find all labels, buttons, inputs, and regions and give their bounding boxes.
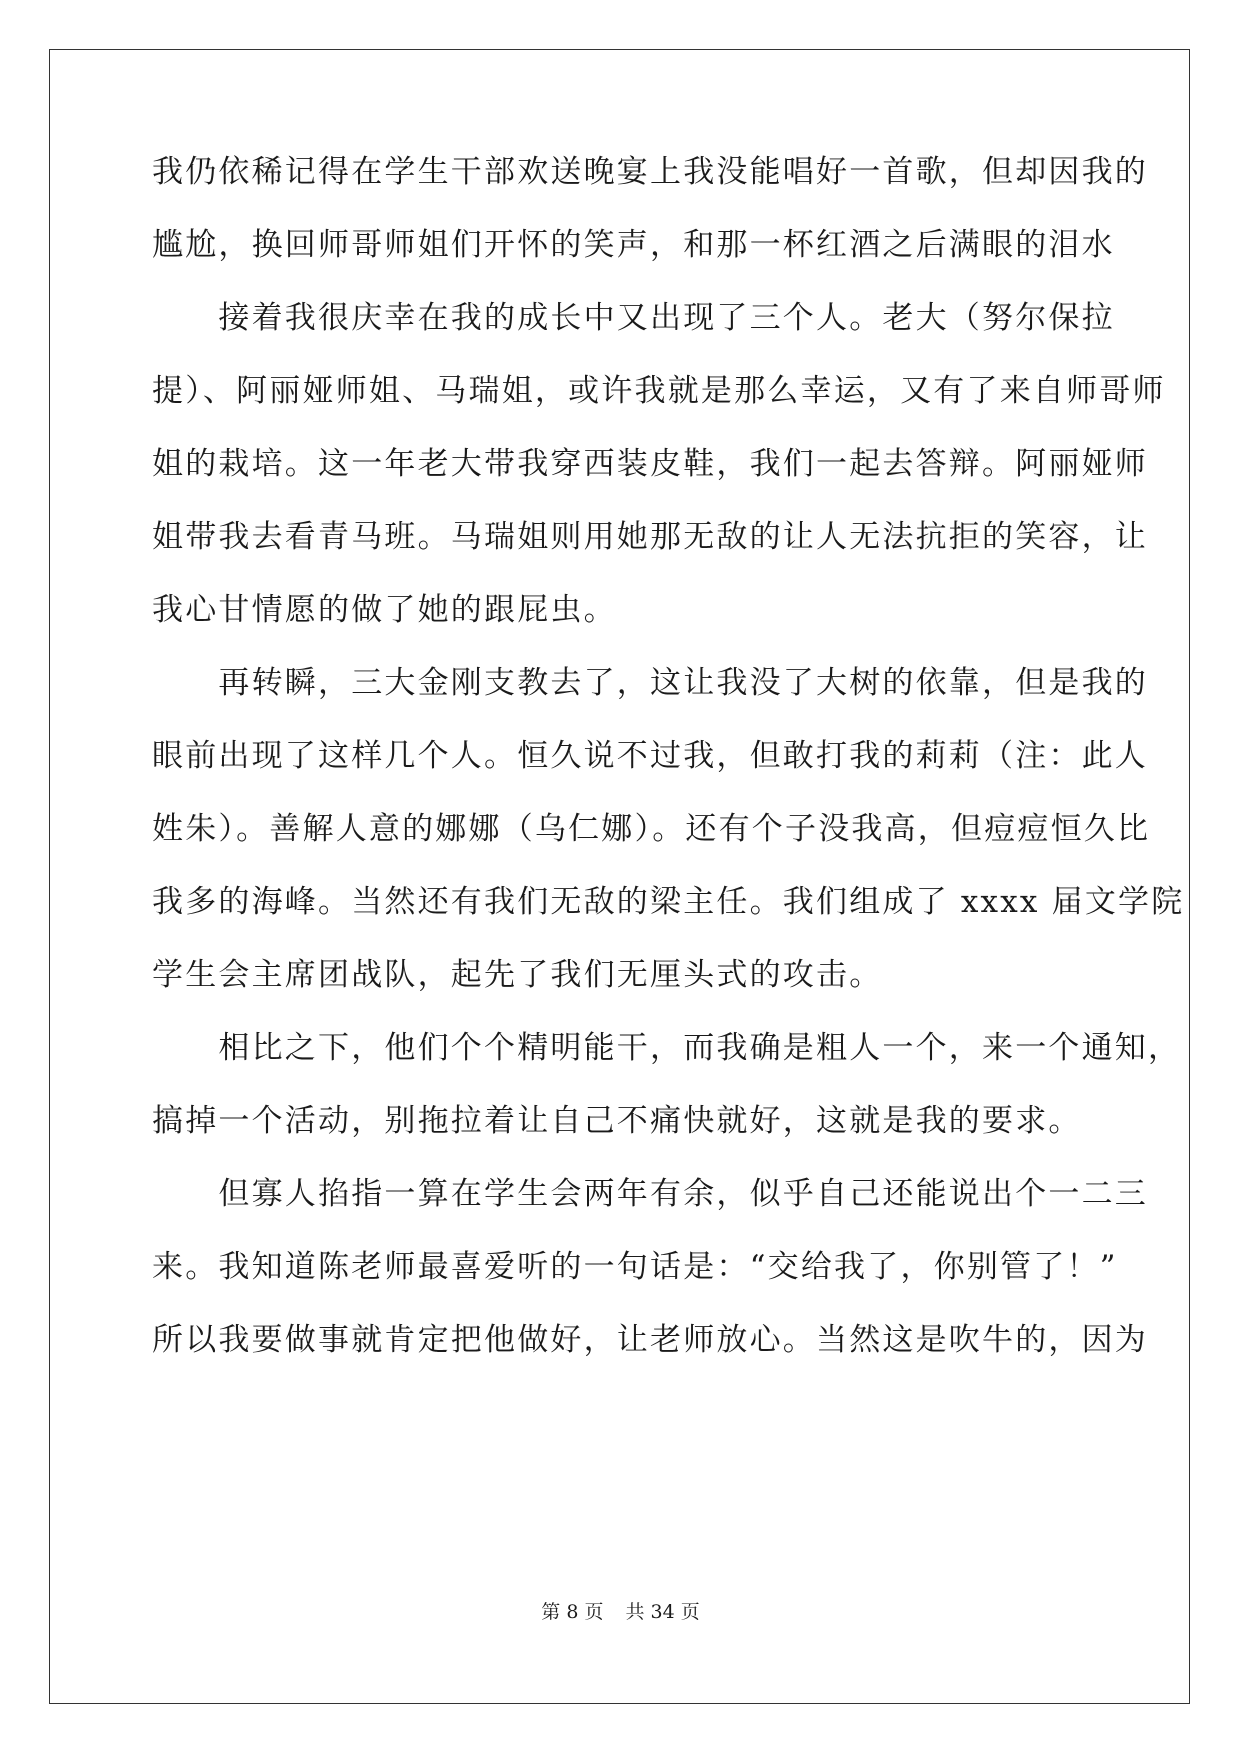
text-line: 我多的海峰。当然还有我们无敌的梁主任。我们组成了 xxxx 届文学院 bbox=[152, 884, 1185, 920]
page-number: 第 8 页 bbox=[541, 1601, 604, 1623]
text-line: 姐带我去看青马班。马瑞姐则用她那无敌的让人无法抗拒的笑容，让 bbox=[152, 519, 1148, 555]
text-line: 但寡人掐指一算在学生会两年有余，似乎自己还能说出个一二三 bbox=[152, 1176, 1148, 1212]
text-line: 姓朱）。善解人意的娜娜（乌仁娜）。还有个子没我高，但痘痘恒久比 bbox=[152, 811, 1151, 847]
text-line: 所以我要做事就肯定把他做好，让老师放心。当然这是吹牛的，因为 bbox=[152, 1322, 1148, 1358]
text-line: 提）、阿丽娅师姐、马瑞姐，或许我就是那么幸运，又有了来自师哥师 bbox=[152, 373, 1166, 409]
text-line: 眼前出现了这样几个人。恒久说不过我，但敢打我的莉莉（注：此人 bbox=[152, 738, 1148, 774]
page-footer bbox=[0, 1600, 1241, 1624]
text-line: 来。我知道陈老师最喜爱听的一句话是：“交给我了，你别管了！” bbox=[152, 1249, 1118, 1285]
text-line: 我心甘情愿的做了她的跟屁虫。 bbox=[152, 592, 617, 628]
text-line: 姐的栽培。这一年老大带我穿西装皮鞋，我们一起去答辩。阿丽娅师 bbox=[152, 446, 1148, 482]
text-line: 相比之下，他们个个精明能干，而我确是粗人一个，来一个通知， bbox=[152, 1030, 1182, 1066]
text-line: 搞掉一个活动，别拖拉着让自己不痛快就好，这就是我的要求。 bbox=[152, 1103, 1082, 1139]
text-line: 再转瞬，三大金刚支教去了，这让我没了大树的依靠，但是我的 bbox=[152, 665, 1148, 701]
text-line: 接着我很庆幸在我的成长中又出现了三个人。老大（努尔保拉 bbox=[152, 300, 1115, 336]
text-line: 学生会主席团战队，起先了我们无厘头式的攻击。 bbox=[152, 957, 883, 993]
text-line: 我仍依稀记得在学生干部欢送晚宴上我没能唱好一首歌，但却因我的 bbox=[152, 154, 1148, 190]
page-total: 共 34 页 bbox=[625, 1601, 700, 1623]
text-line: 尴尬，换回师哥师姐们开怀的笑声，和那一杯红酒之后满眼的泪水 bbox=[152, 227, 1115, 263]
